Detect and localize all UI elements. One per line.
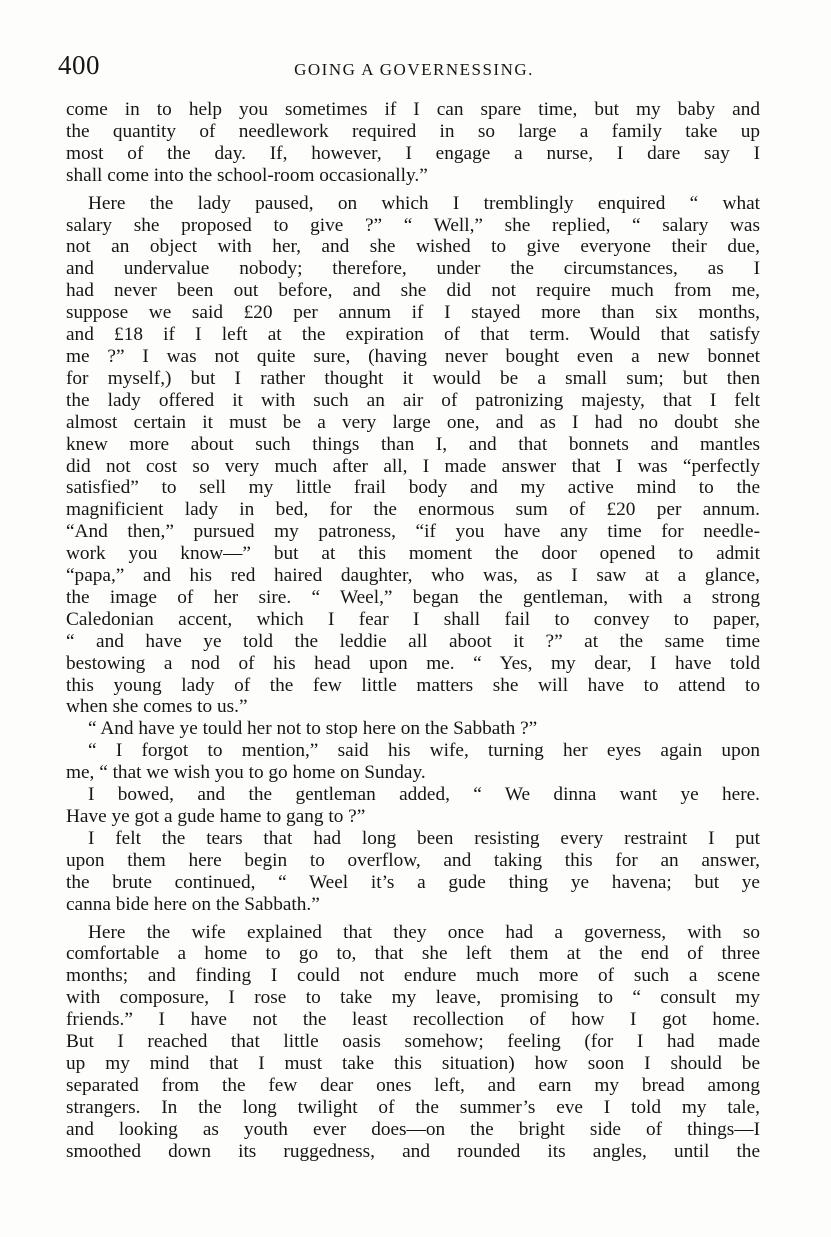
text-line: Caledonian accent, which I fear I shall fail to convey to paper, — [66, 608, 760, 630]
text-line: months; and finding I could not endure much more of such a scene — [66, 965, 760, 987]
text-line: and £18 if I left at the expiration of that term. Would that satisfy — [66, 324, 760, 346]
running-head: GOING A GOVERNESSING. — [294, 60, 534, 79]
text-line: Here the wife explained that they once had a governess, with so — [88, 921, 760, 943]
text-line: me, “ that we wish you to go home on Sunday. — [66, 762, 426, 784]
text-line: the quantity of needlework required in so large a family take up — [66, 120, 760, 142]
text-line: strangers. In the long twilight of the summer’s eve I told my tale, — [66, 1096, 760, 1118]
text-line: up my mind that I must take this situation) how soon I should be — [66, 1052, 760, 1074]
text-line: the lady offered it with such an air of patronizing majesty, that I felt — [66, 389, 760, 411]
text-line: comfortable a home to go to, that she left them at the end of three — [66, 943, 760, 965]
text-line: “ And have ye tould her not to stop here on the Sabbath ?” — [88, 718, 538, 740]
text-line: I bowed, and the gentleman added, “ We dinna want ye here. — [88, 784, 760, 806]
text-line: the image of her sire. “ Weel,” began the gentleman, with a strong — [66, 586, 760, 608]
text-line: knew more about such things than I, and that bonnets and mantles — [66, 433, 760, 455]
text-line: satisfied” to sell my little frail body and my active mind to the — [66, 477, 760, 499]
text-line: shall come into the school-room occasionally.” — [66, 164, 428, 186]
text-line: friends.” I have not the least recollection of how I got home. — [66, 1009, 760, 1031]
text-line: almost certain it must be a very large one, and as I had no doubt she — [66, 411, 760, 433]
text-line: I felt the tears that had long been resisting every restraint I put — [88, 827, 760, 849]
text-line: “ I forgot to mention,” said his wife, turning her eyes again upon — [88, 740, 760, 762]
text-line: But I reached that little oasis somehow; feeling (for I had made — [66, 1031, 760, 1053]
page-header — [58, 50, 770, 86]
text-line: and looking as youth ever does—on the bright side of things—I — [66, 1118, 760, 1140]
text-line: upon them here begin to overflow, and taking this for an answer, — [66, 849, 760, 871]
text-line: “papa,” and his red haired daughter, who was, as I saw at a glance, — [66, 565, 760, 587]
text-line: for myself,) but I rather thought it would be a small sum; but then — [66, 367, 760, 389]
text-line: Here the lady paused, on which I tremblingly enquired “ what — [88, 192, 760, 214]
text-line: separated from the few dear ones left, and earn my bread among — [66, 1074, 760, 1096]
text-line: work you know—” but at this moment the door opened to admit — [66, 543, 760, 565]
text-line: come in to help you sometimes if I can spare time, but my baby and — [66, 99, 760, 120]
text-line: salary she proposed to give ?” “ Well,” she replied, “ salary was — [66, 214, 760, 236]
text-line: did not cost so very much after all, I made answer that I was “perfectly — [66, 455, 760, 477]
text-line: had never been out before, and she did not require much from me, — [66, 280, 760, 302]
text-line: this young lady of the few little matters she will have to attend to — [66, 674, 760, 696]
text-line: magnificient lady in bed, for the enormous sum of £20 per annum. — [66, 499, 760, 521]
text-line: the brute continued, “ Weel it’s a gude thing ye havena; but ye — [66, 871, 760, 893]
text-line: when she comes to us.” — [66, 696, 248, 718]
text-line: with composure, I rose to take my leave, promising to “ consult my — [66, 987, 760, 1009]
text-line: me ?” I was not quite sure, (having never bought even a new bonnet — [66, 345, 760, 367]
text-line: canna bide here on the Sabbath.” — [66, 893, 320, 915]
text-line: Have ye got a gude hame to gang to ?” — [66, 806, 366, 827]
text-line: “ and have ye told the leddie all aboot it ?” at the same time — [66, 630, 760, 652]
text-line: not an object with her, and she wished to give everyone their due, — [66, 236, 760, 258]
text-line: and undervalue nobody; therefore, under the circumstances, as I — [66, 258, 760, 280]
text-line: bestowing a nod of his head upon me. “ Yes, my dear, I have told — [66, 652, 760, 674]
text-line: smoothed down its ruggedness, and rounded its angles, until the — [66, 1140, 760, 1162]
page-number: 400 — [58, 50, 100, 80]
text-line: most of the day. If, however, I engage a nurse, I dare say I — [66, 142, 760, 164]
text-line: suppose we said £20 per annum if I stayed more than six months, — [66, 302, 760, 324]
text-line: “And then,” pursued my patroness, “if you have any time for needle- — [66, 521, 760, 543]
body-text — [66, 99, 760, 1163]
